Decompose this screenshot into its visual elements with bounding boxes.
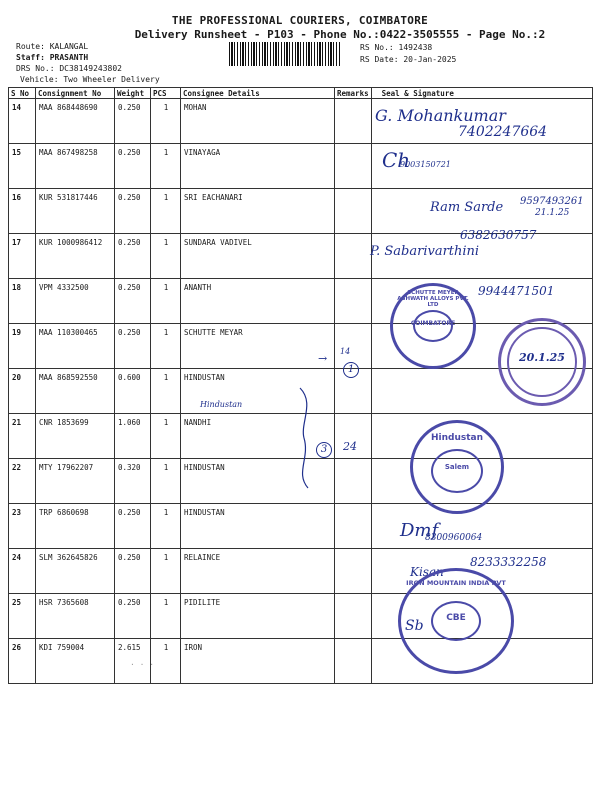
runsheet-title: Delivery Runsheet - P103 - Phone No.:0422-3505555 - Page No.:2	[134, 28, 546, 41]
cell-remarks	[335, 459, 372, 504]
signature-initial-vinayaga: Ch	[382, 148, 411, 172]
remark-count-22: 24	[343, 440, 357, 453]
cell-pcs: 1	[151, 414, 181, 459]
cell-consignee: HINDUSTAN	[181, 369, 335, 414]
remark-circle-20: 1	[343, 362, 359, 378]
note-nandhi: Hindustan	[200, 400, 243, 409]
cell-consignee: HINDUSTAN	[181, 504, 335, 549]
cell-weight: 0.250	[115, 594, 151, 639]
table-header-row	[9, 88, 593, 99]
cell-sno: 17	[9, 234, 36, 279]
cell-weight: 0.250	[115, 279, 151, 324]
col-consignment: Consignment No	[36, 88, 115, 99]
phone-pidilite: 8233332258	[470, 555, 547, 569]
remark-arrow: →	[318, 352, 328, 365]
cell-weight: 2.615	[115, 639, 151, 684]
cell-remarks	[335, 144, 372, 189]
signature-mohan: G. Mohankumar	[375, 106, 506, 125]
table-row	[9, 189, 593, 234]
cell-consignee: SRI EACHANARI	[181, 189, 335, 234]
cell-pcs: 1	[151, 189, 181, 234]
cell-weight: 0.250	[115, 144, 151, 189]
cell-consignment: HSR 7365608	[36, 594, 115, 639]
cell-consignment: VPM 4332500	[36, 279, 115, 324]
barcode	[229, 42, 341, 66]
stamp-iron-mountain: IRON MOUNTAIN INDIA PVT CBE	[398, 568, 514, 674]
stamp-schutte: SCHUTTE MEYER ASHWATH ALLOYS PVT. LTD COIMBATORE	[390, 283, 476, 369]
cell-weight: 0.250	[115, 504, 151, 549]
cell-sno: 19	[9, 324, 36, 369]
cell-sno: 24	[9, 549, 36, 594]
cell-weight: 0.250	[115, 189, 151, 234]
cell-consignee: SCHUTTE MEYAR	[181, 324, 335, 369]
table-row	[9, 504, 593, 549]
cell-consignment: MAA 867498258	[36, 144, 115, 189]
phone-vinayaga: 9003150721	[400, 160, 451, 169]
drs-number: DRS No.: DC38149243802	[16, 64, 122, 73]
cell-remarks	[335, 234, 372, 279]
cell-pcs: 1	[151, 369, 181, 414]
cell-consignment: MAA 110300465	[36, 324, 115, 369]
cell-sno: 20	[9, 369, 36, 414]
cell-weight: 0.250	[115, 234, 151, 279]
cell-sno: 22	[9, 459, 36, 504]
vehicle-label: Vehicle: Two Wheeler Delivery	[20, 75, 160, 84]
cell-pcs: 1	[151, 639, 181, 684]
rs-number: RS No.: 1492438	[360, 43, 433, 52]
signature-sundara: P. Sabarivarthini	[370, 244, 480, 259]
cell-consignment: TRP 6860698	[36, 504, 115, 549]
col-consignee: Consignee Details	[181, 88, 335, 99]
cell-consignment: MAA 868592550	[36, 369, 115, 414]
scan-speck: · · ·	[130, 660, 155, 669]
col-weight: Weight	[115, 88, 151, 99]
phone-ananth: 9944471501	[478, 284, 555, 298]
phone-eachanari: 9597493261	[520, 196, 584, 207]
cell-sno: 16	[9, 189, 36, 234]
cell-weight: 0.600	[115, 369, 151, 414]
cell-remarks	[335, 594, 372, 639]
signature-eachanari: Ram Sarde	[430, 200, 504, 215]
table-row	[9, 144, 593, 189]
cell-remarks	[335, 549, 372, 594]
cell-consignee: NANDHI	[181, 414, 335, 459]
cell-consignee: SUNDARA VADIVEL	[181, 234, 335, 279]
cell-consignment: KUR 1000986412	[36, 234, 115, 279]
col-remarks: Remarks	[335, 88, 372, 99]
cell-weight: 0.250	[115, 324, 151, 369]
cell-remarks	[335, 189, 372, 234]
cell-consignment: CNR 1853699	[36, 414, 115, 459]
cell-consignee: HINDUSTAN	[181, 459, 335, 504]
cell-consignee: RELAINCE	[181, 549, 335, 594]
cell-consignment: MAA 868448690	[36, 99, 115, 144]
cell-pcs: 1	[151, 549, 181, 594]
bracket-mark	[290, 383, 320, 493]
col-signature: Seal & Signature	[371, 88, 592, 99]
col-sno: S No	[9, 88, 36, 99]
cell-sno: 25	[9, 594, 36, 639]
remark-count-20: 14	[340, 347, 351, 356]
cell-consignment: SLM 362645826	[36, 549, 115, 594]
cell-remarks	[335, 504, 372, 549]
stamp-signature-20: 20.1.25	[498, 318, 586, 406]
cell-sno: 26	[9, 639, 36, 684]
cell-consignee: MOHAN	[181, 99, 335, 144]
cell-consignee: PIDILITE	[181, 594, 335, 639]
signature-iron: Sb	[405, 618, 424, 634]
stamp-hindustan: Hindustan Salem	[410, 420, 504, 514]
cell-sno: 14	[9, 99, 36, 144]
cell-pcs: 1	[151, 144, 181, 189]
cell-weight: 0.250	[115, 99, 151, 144]
cell-pcs: 1	[151, 504, 181, 549]
route-label: Route: KALANGAL	[16, 42, 89, 51]
cell-pcs: 1	[151, 234, 181, 279]
signature-pidilite: Kisan	[410, 565, 444, 579]
remark-circle-22: 3	[316, 442, 332, 458]
cell-sno: 15	[9, 144, 36, 189]
signature-relaince: Dmf	[400, 520, 439, 541]
cell-sno: 18	[9, 279, 36, 324]
phone-relaince: 8300960064	[425, 533, 483, 543]
cell-pcs: 1	[151, 594, 181, 639]
staff-label: Staff: PRASANTH	[16, 53, 89, 62]
cell-consignment: KDI 759004	[36, 639, 115, 684]
cell-pcs: 1	[151, 459, 181, 504]
cell-sno: 21	[9, 414, 36, 459]
cell-weight: 0.250	[115, 549, 151, 594]
cell-pcs: 1	[151, 99, 181, 144]
cell-remarks	[335, 639, 372, 684]
cell-consignment: MTY 17962207	[36, 459, 115, 504]
col-pcs: PCS	[151, 88, 181, 99]
cell-weight: 0.320	[115, 459, 151, 504]
date-eachanari: 21.1.25	[535, 208, 570, 218]
cell-weight: 1.060	[115, 414, 151, 459]
cell-remarks	[335, 279, 372, 324]
cell-consignee: ANANTH	[181, 279, 335, 324]
cell-consignee: IRON	[181, 639, 335, 684]
cell-sno: 23	[9, 504, 36, 549]
phone-mohan: 7402247664	[458, 124, 548, 140]
company-title: THE PROFESSIONAL COURIERS, COIMBATORE	[171, 14, 429, 27]
cell-consignment: KUR 531817446	[36, 189, 115, 234]
rs-date: RS Date: 20-Jan-2025	[360, 55, 457, 64]
cell-pcs: 1	[151, 324, 181, 369]
cell-remarks	[335, 99, 372, 144]
phone-sundara: 6382630757	[460, 228, 537, 242]
cell-pcs: 1	[151, 279, 181, 324]
cell-consignee: VINAYAGA	[181, 144, 335, 189]
